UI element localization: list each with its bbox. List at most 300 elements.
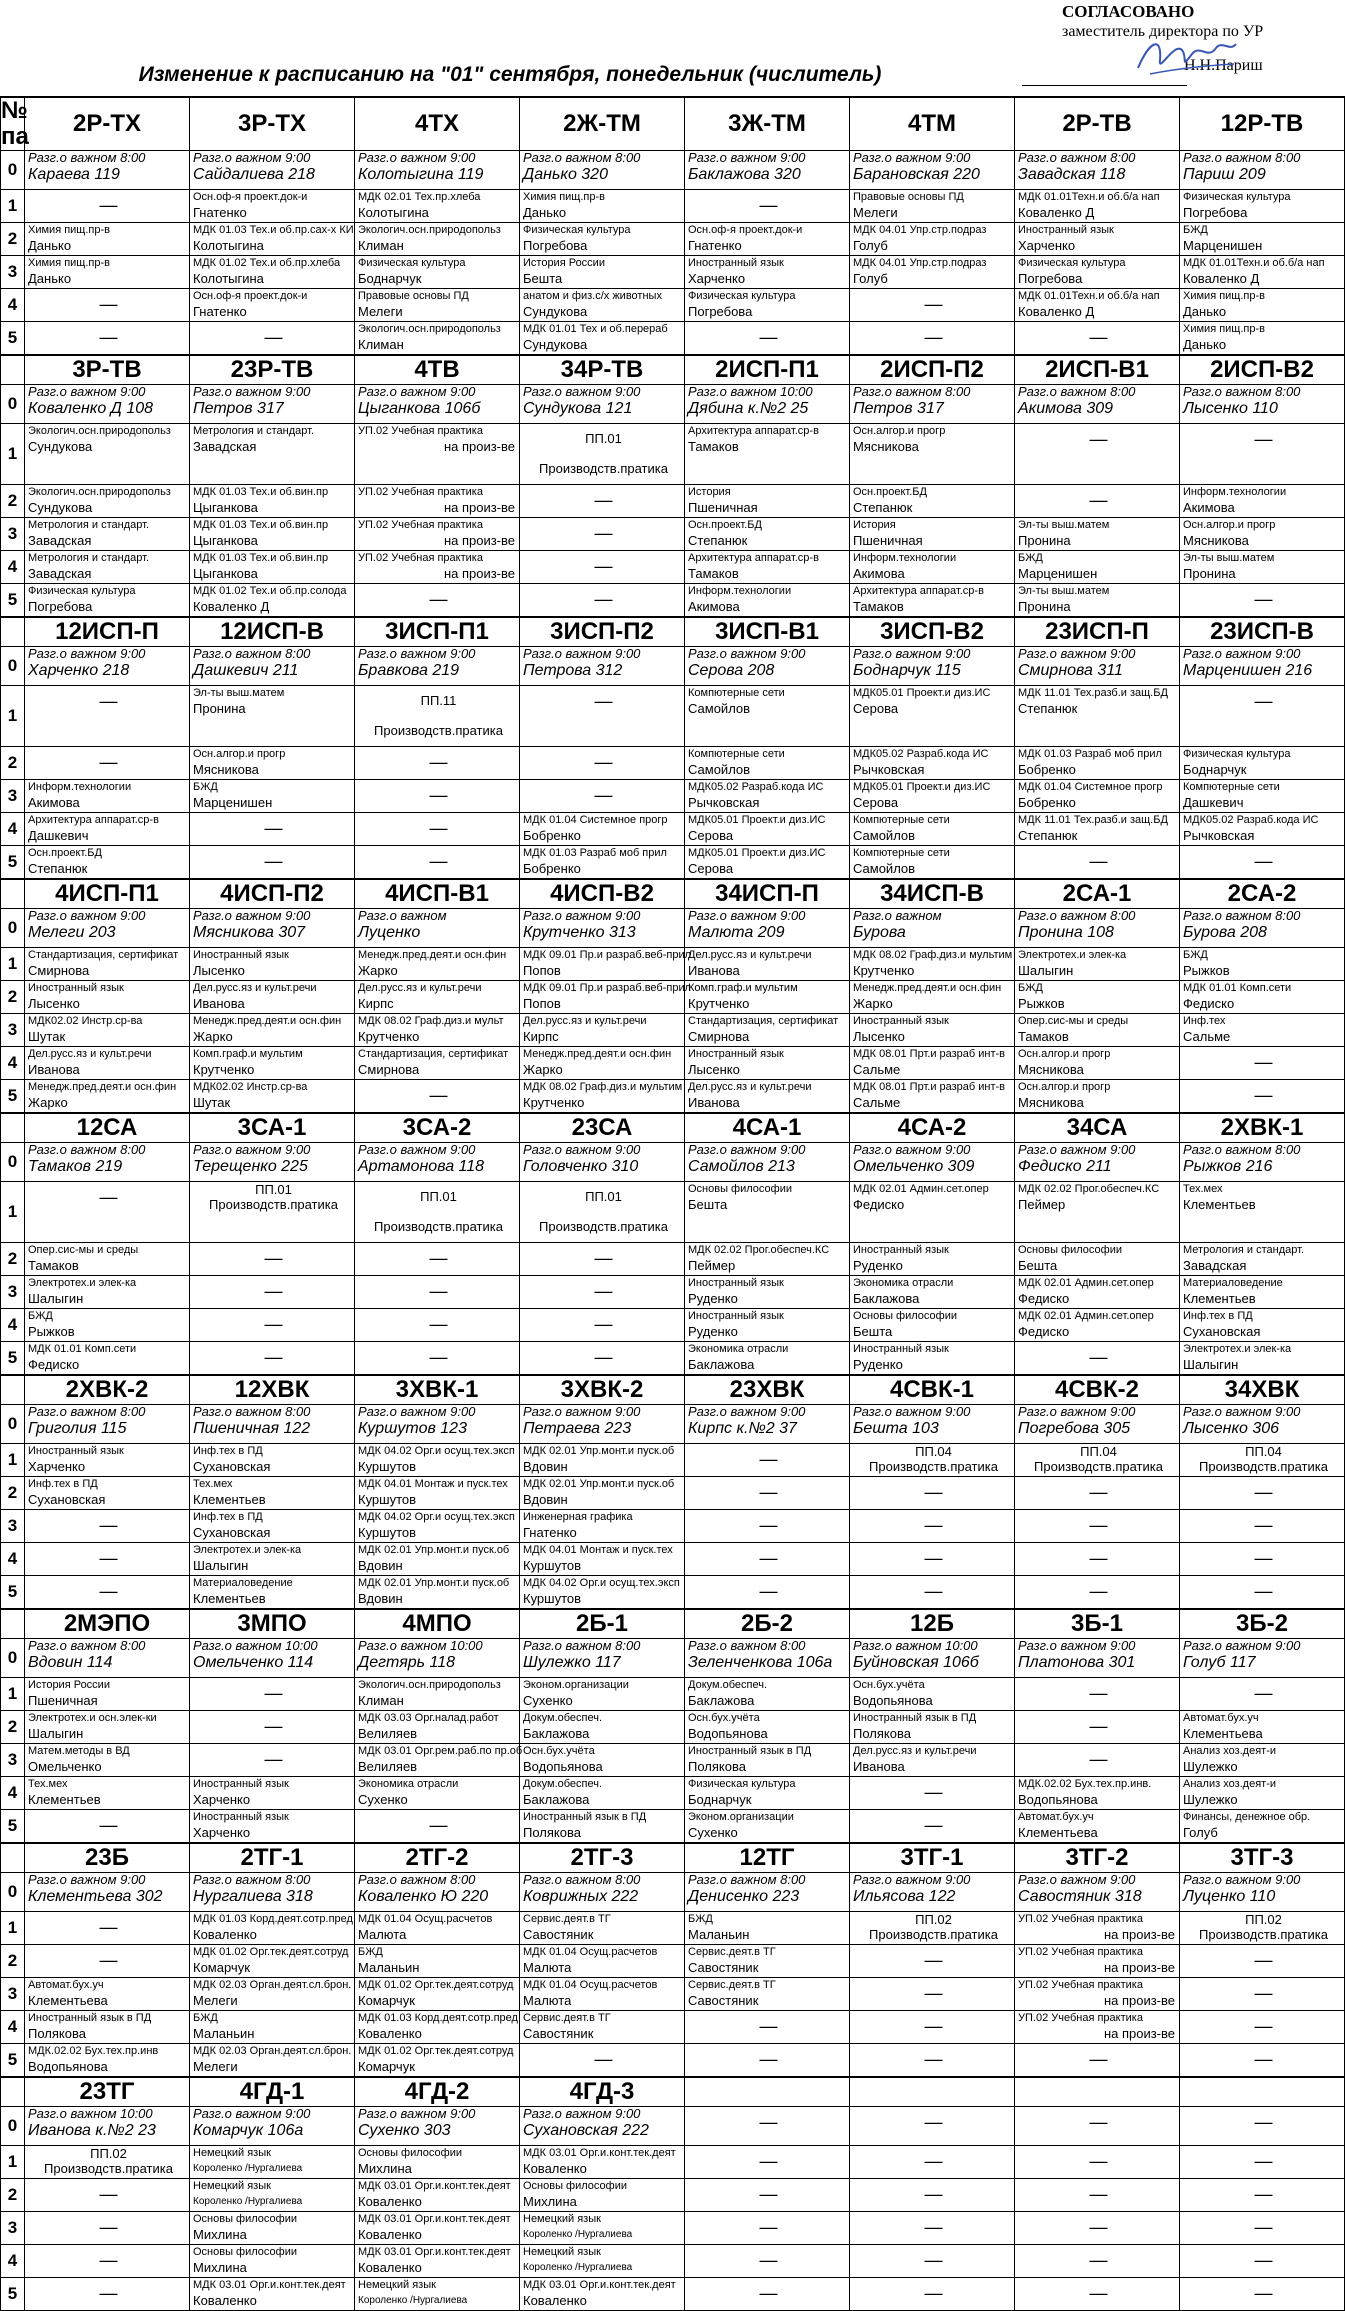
empty-mark: —: [594, 1248, 613, 1268]
lesson-number: 0: [1, 385, 25, 424]
empty-mark: —: [924, 1482, 943, 1502]
teacher-room: Бешта 103: [853, 1420, 939, 1437]
lesson-cell: [25, 2212, 190, 2245]
lesson-cell: [1015, 948, 1180, 981]
lesson-row: [1, 1444, 1345, 1477]
lesson-cell: [1180, 1678, 1345, 1711]
teacher-name: Степанюк: [1018, 701, 1078, 716]
subject-name: БЖД: [1018, 552, 1043, 564]
teacher-name: Куршутов: [523, 1558, 582, 1573]
lesson-cell: [1015, 1978, 1180, 2011]
approval-block: [1062, 2, 1342, 76]
teacher-name: Пшеничная: [688, 500, 758, 515]
lesson-cell: [685, 1477, 850, 1510]
subject-name: Электротех.и осн.элек-ки: [28, 1712, 157, 1724]
lesson-row: [1, 909, 1345, 948]
group-name: 12Б: [850, 1609, 1015, 1639]
empty-mark: —: [594, 490, 613, 510]
lesson-cell: [355, 1711, 520, 1744]
subject-name: Инф.тех в ПД: [193, 1511, 263, 1523]
teacher-name: Сухановская: [1183, 1324, 1261, 1339]
teacher-name: Водопьянова: [523, 1759, 603, 1774]
subject-name: Осн.алгор.и прогр: [193, 748, 286, 760]
teacher-name: Пеймер: [1018, 1197, 1066, 1212]
lesson-number: 3: [1, 518, 25, 551]
subject-name: Физическая культура: [688, 290, 796, 302]
teacher-name: Сухановская: [28, 1492, 106, 1507]
lesson-cell: [25, 1543, 190, 1576]
subject-name: УП.02 Учебная практика: [1018, 1913, 1143, 1925]
subject-name: Финансы, денежное обр.: [1183, 1811, 1311, 1823]
teacher-name: Пшеничная: [28, 1693, 98, 1708]
teacher-name: Бешта: [1018, 1258, 1058, 1273]
lesson-row: [1, 1047, 1345, 1080]
lesson-cell: [190, 1444, 355, 1477]
empty-mark: —: [1254, 2250, 1273, 2270]
lesson-cell: [1015, 2107, 1180, 2146]
empty-mark: —: [1254, 2049, 1273, 2069]
subject-name: Химия пищ.пр-в: [523, 191, 605, 203]
teacher-name: Вдовин: [358, 1591, 403, 1606]
empty-mark: —: [924, 1581, 943, 1601]
subject-name: МДК05.02 Разраб.кода ИС: [853, 748, 989, 760]
subject-name: Иностранный язык: [688, 1048, 784, 1060]
lesson-cell: [1180, 2011, 1345, 2044]
lesson-row: [1, 647, 1345, 686]
lesson-cell: [520, 1243, 685, 1276]
teacher-name: Федиско: [853, 1197, 905, 1212]
teacher-name: Пронина: [193, 701, 246, 716]
lesson-cell: [1180, 1576, 1345, 1610]
lesson-cell: [520, 1978, 685, 2011]
subject-name: Иностранный язык: [28, 982, 124, 994]
teacher-room: Кирпс к.№2 37: [688, 1420, 797, 1437]
teacher-room: Малюта 209: [688, 924, 785, 941]
teacher-name: Мясникова: [1018, 1062, 1084, 1077]
teacher-name: Погребова: [1183, 205, 1248, 220]
group-name: 2Р-ТВ: [1015, 97, 1180, 151]
teacher-name: Коваленко Д: [193, 599, 270, 614]
lesson-cell: [25, 1945, 190, 1978]
subject-name: Дел.русс.яз и культ.речи: [28, 1048, 152, 1060]
teacher-name: Голуб: [853, 271, 888, 286]
lesson-cell: [190, 2212, 355, 2245]
subject-name: Автомат.бух.уч: [1018, 1811, 1094, 1823]
lesson-cell: [1180, 1711, 1345, 1744]
teacher-room: Бравкова 219: [358, 662, 460, 679]
subject-name: МДК 02.01 Тех.пр.хлеба: [358, 191, 481, 203]
lesson-cell: [1015, 1405, 1180, 1444]
teacher-room: Пшеничная 122: [193, 1420, 311, 1437]
lesson-cell: [190, 1873, 355, 1912]
lesson-number: 1: [1, 1444, 25, 1477]
group-name: 4ИСП-П2: [190, 879, 355, 909]
lesson-cell: [850, 518, 1015, 551]
subject-name: Химия пищ.пр-в: [28, 257, 110, 269]
talk-time: Разг.о важном 9:00: [523, 1142, 641, 1157]
lesson-cell: [190, 289, 355, 322]
group-name: 3ИСП-В2: [850, 617, 1015, 647]
lesson-cell: [1180, 1639, 1345, 1678]
lesson-cell: [520, 2245, 685, 2278]
subject-name: Менедж.пред.деят.и осн.фин: [193, 1015, 342, 1027]
practice-label: Производств.пратика: [44, 2161, 173, 2176]
subject-name: Тех.мех: [1183, 1183, 1223, 1195]
group-name: 4ИСП-П1: [25, 879, 190, 909]
subject-name: Основы философии: [193, 2246, 297, 2258]
lesson-row: [1, 686, 1345, 747]
lesson-cell: [25, 385, 190, 424]
lesson-cell: [1015, 1143, 1180, 1182]
subject-name: Менедж.пред.деят.и осн.фин: [523, 1048, 672, 1060]
lesson-row: [1, 551, 1345, 584]
lesson-cell: [355, 485, 520, 518]
teacher-name: Сундукова: [523, 304, 588, 319]
group-name: 3Р-ТХ: [190, 97, 355, 151]
lesson-number: 2: [1, 485, 25, 518]
teacher-name: Бобренко: [523, 861, 581, 876]
lesson-cell: [25, 948, 190, 981]
lesson-cell: [1015, 2011, 1180, 2044]
practice-label: ПП.01 Производств.пратика: [539, 431, 668, 476]
lesson-cell: [850, 2212, 1015, 2245]
talk-time: Разг.о важном 8:00: [1183, 384, 1301, 399]
teacher-name: Пеймер: [688, 1258, 736, 1273]
lesson-cell: [685, 256, 850, 289]
teacher-name: Савостяник: [523, 1927, 594, 1942]
lesson-cell: [1015, 1477, 1180, 1510]
lesson-cell: [850, 2278, 1015, 2311]
empty-mark: —: [594, 785, 613, 805]
subject-name: Иностранный язык в ПД: [853, 1712, 977, 1724]
teacher-name: Короленко /Нургалиева: [523, 2229, 633, 2240]
talk-time: Разг.о важном 9:00: [523, 384, 641, 399]
group-name: 23ХВК: [685, 1375, 850, 1405]
subject-name: Опер.сис-мы и среды: [28, 1244, 139, 1256]
teacher-name: Акимова: [688, 599, 740, 614]
talk-time: Разг.о важном 10:00: [193, 1638, 318, 1653]
group-name: 12Р-ТВ: [1180, 97, 1345, 151]
lesson-cell: [25, 981, 190, 1014]
subject-name: Автомат.бух.уч: [1183, 1712, 1259, 1724]
subject-name: Физическая культура: [523, 224, 631, 236]
teacher-room: Рыжков 216: [1183, 1158, 1273, 1175]
teacher-name: Короленко /Нургалиева: [523, 2262, 633, 2273]
teacher-room: Федиско 211: [1018, 1158, 1112, 1175]
subject-name: Электротех.и элек-ка: [28, 1277, 137, 1289]
teacher-room: Мелеги 203: [28, 924, 116, 941]
subject-name: МДК 01.03 Тех.и об.пр.сах-х КИ: [193, 224, 354, 236]
lesson-row: [1, 424, 1345, 485]
lesson-cell: [190, 2011, 355, 2044]
teacher-room: Боднарчук 115: [853, 662, 961, 679]
lesson-cell: [685, 2179, 850, 2212]
practice-code: ПП.04: [915, 1444, 952, 1459]
lesson-cell: [190, 1744, 355, 1777]
lesson-cell: [520, 647, 685, 686]
lesson-cell: [190, 1576, 355, 1610]
lesson-cell: [685, 1576, 850, 1610]
lesson-cell: [1015, 485, 1180, 518]
teacher-name: Мелеги: [193, 1993, 238, 2008]
subject-name: Менедж.пред.деят.и осн.фин: [358, 949, 507, 961]
teacher-name: Марценишен: [1018, 566, 1098, 581]
subject-name: Информ.технологии: [853, 552, 957, 564]
subject-name: Дел.русс.яз и культ.речи: [523, 1015, 647, 1027]
lesson-cell: [1015, 2044, 1180, 2078]
teacher-name: Сальме: [853, 1062, 901, 1077]
teacher-name: Баклажова: [688, 1693, 755, 1708]
lesson-cell: [1180, 1978, 1345, 2011]
teacher-name: Михлина: [358, 2161, 412, 2176]
teacher-name: Колотыгина: [193, 271, 264, 286]
lesson-row: [1, 2179, 1345, 2212]
empty-mark: —: [1254, 2151, 1273, 2171]
teacher-name: Завадская: [28, 533, 92, 548]
lesson-cell: [1015, 1309, 1180, 1342]
teacher-name: Куршутов: [358, 1525, 417, 1540]
lesson-cell: [25, 2107, 190, 2146]
group-name: 12ТГ: [685, 1843, 850, 1873]
lesson-number: 5: [1, 1576, 25, 1610]
lesson-cell: [520, 551, 685, 584]
lesson-cell: [190, 1711, 355, 1744]
lesson-cell: [355, 223, 520, 256]
teacher-name: Иванова: [193, 996, 245, 1011]
empty-mark: —: [264, 818, 283, 838]
lesson-cell: [355, 2044, 520, 2078]
lesson-cell: [190, 1777, 355, 1810]
empty-mark: —: [1254, 2112, 1273, 2132]
subject-name: Компютерные сети: [688, 748, 785, 760]
lesson-cell: [520, 981, 692, 1014]
teacher-name: Коваленко Д: [1018, 304, 1095, 319]
lesson-row: [1, 813, 1345, 846]
lesson-cell: [190, 1639, 355, 1678]
lesson-cell: [1015, 2179, 1180, 2212]
teacher-name: Иванова: [28, 1062, 80, 1077]
lesson-number: 5: [1, 846, 25, 880]
teacher-name: Климан: [358, 238, 404, 253]
talk-time: Разг.о важном 9:00: [1183, 646, 1301, 661]
talk-time: Разг.о важном 8:00: [28, 150, 146, 165]
subject-name: МДК 02.01 Админ.сет.опер: [853, 1183, 989, 1195]
lesson-cell: [355, 1978, 520, 2011]
teacher-name: Водопьянова: [688, 1726, 768, 1741]
teacher-name: Клементьева: [1018, 1825, 1098, 1840]
lesson-cell: [850, 1576, 1015, 1610]
subject-name: МДК 02.01 Админ.сет.опер: [1018, 1277, 1154, 1289]
lesson-cell: [850, 1777, 1015, 1810]
teacher-room: Савостяник 318: [1018, 1888, 1142, 1905]
lesson-number: 3: [1, 780, 25, 813]
lesson-row: [1, 1182, 1345, 1243]
empty-mark: —: [1089, 429, 1108, 449]
lesson-cell: [850, 2011, 1015, 2044]
empty-mark: —: [1254, 1581, 1273, 1601]
subject-name: Экологич.осн.природопольз: [28, 486, 171, 498]
lesson-cell: [25, 1309, 190, 1342]
subject-name: МДК 03.01 Орг.и.конт.тек.деят: [193, 2279, 346, 2291]
lesson-cell: [850, 1873, 1015, 1912]
lesson-cell: [1180, 1080, 1345, 1114]
teacher-name: Михлина: [193, 2260, 247, 2275]
lesson-cell: [1180, 1477, 1345, 1510]
subject-name: МДК 01.02 Тех.и об.пр.солода: [193, 585, 347, 597]
teacher-name: Водопьянова: [853, 1693, 933, 1708]
subject-name: Комп.граф.и мультим: [688, 982, 798, 994]
subject-name: Инженерная графика: [523, 1511, 633, 1523]
lesson-cell: [520, 1047, 685, 1080]
lesson-cell: [520, 256, 685, 289]
group-header-row: [1, 97, 1345, 151]
teacher-room: Акимова 309: [1018, 400, 1114, 417]
schedule-table: [0, 96, 1345, 2311]
lesson-cell: [685, 385, 850, 424]
lesson-cell: [520, 747, 685, 780]
group-name: 3ИСП-В1: [685, 617, 850, 647]
lesson-cell: [25, 2245, 190, 2278]
subject-name: МДК 01.02 Орг.тек.деят.сотруд: [193, 1946, 349, 1958]
subject-name: МДК05.01 Проект.и диз.ИС: [688, 814, 826, 826]
lesson-cell: [1015, 256, 1180, 289]
lesson-cell: [1015, 1444, 1180, 1477]
teacher-name: Коваленко: [523, 2161, 587, 2176]
subject-name: Физическая культура: [1183, 748, 1291, 760]
subject-name: Анализ хоз.деят-и: [1183, 1778, 1277, 1790]
teacher-name: Баклажова: [523, 1726, 590, 1741]
talk-time: Разг.о важном 10:00: [853, 1638, 978, 1653]
lesson-cell: [1015, 1543, 1180, 1576]
empty-mark: —: [1254, 589, 1273, 609]
subject-name: Дел.русс.яз и культ.речи: [193, 982, 317, 994]
corner-cell: [1, 1843, 25, 1873]
talk-time: Разг.о важном 8:00: [1183, 150, 1301, 165]
lesson-number: 4: [1, 551, 25, 584]
lesson-cell: [355, 780, 520, 813]
lesson-cell: [190, 424, 355, 485]
lesson-cell: [850, 1444, 1015, 1477]
teacher-name: Харченко: [193, 1825, 251, 1840]
teacher-name: Клементьева: [28, 1993, 108, 2008]
lesson-cell: [1015, 322, 1180, 356]
empty-mark: —: [759, 1482, 778, 1502]
teacher-room: Терещенко 225: [193, 1158, 308, 1175]
corner-cell: [1, 1375, 25, 1405]
lesson-cell: [190, 2146, 355, 2179]
lesson-cell: [850, 2179, 1015, 2212]
group-name: 3СА-2: [355, 1113, 520, 1143]
teacher-name: Коваленко Д: [1018, 205, 1095, 220]
subject-name: Инф.тех в ПД: [28, 1478, 98, 1490]
lesson-cell: [1180, 1510, 1345, 1543]
empty-mark: —: [99, 1581, 118, 1601]
teacher-name: Погребова: [28, 599, 93, 614]
talk-time: Разг.о важном 9:00: [193, 150, 311, 165]
empty-mark: —: [99, 327, 118, 347]
lesson-row: [1, 385, 1345, 424]
lesson-cell: [685, 424, 850, 485]
teacher-name: Крутченко: [688, 996, 750, 1011]
subject-name: МДК 01.03 Тех.и об.вин.пр: [193, 519, 329, 531]
lesson-cell: [190, 647, 355, 686]
lesson-cell: [850, 151, 1015, 190]
lesson-number: 2: [1, 223, 25, 256]
subject-name: МДК 01.01 Тех и об.перераб: [523, 323, 668, 335]
group-name: 2ТГ-1: [190, 1843, 355, 1873]
lesson-cell: [1180, 1342, 1345, 1376]
lesson-cell: [850, 1243, 1015, 1276]
lesson-cell: [1180, 813, 1345, 846]
talk-time: Разг.о важном 9:00: [28, 908, 146, 923]
lesson-cell: [355, 909, 520, 948]
lesson-number: 0: [1, 1143, 25, 1182]
lesson-cell: [25, 584, 190, 618]
empty-mark: —: [759, 1581, 778, 1601]
practice-label: ПП.11 Производств.пратика: [374, 693, 503, 738]
group-name: 4ТВ: [355, 355, 520, 385]
teacher-name: Вдовин: [523, 1459, 568, 1474]
talk-time: Разг.о важном 10:00: [358, 1638, 483, 1653]
talk-time: Разг.о важном 9:00: [358, 646, 476, 661]
teacher-room: Данько 320: [523, 166, 608, 183]
teacher-name: Пронина: [1183, 566, 1236, 581]
practice-label: ПП.01 Производств.пратика: [374, 1189, 503, 1234]
subject-name: Информ.технологии: [28, 781, 132, 793]
lesson-cell: [520, 424, 685, 485]
teacher-name: Баклажова: [688, 1357, 755, 1372]
empty-mark: —: [264, 1248, 283, 1268]
subject-name: БЖД: [1183, 949, 1208, 961]
subject-name: МДК 02.03 Орган.деят.сл.брон.: [193, 1979, 352, 1991]
lesson-cell: [355, 1143, 520, 1182]
teacher-room: Ильясова 122: [853, 1888, 956, 1905]
group-header-row: [1, 1113, 1345, 1143]
practice-code: ПП.04: [1080, 1444, 1117, 1459]
teacher-name: Рыжков: [28, 1324, 75, 1339]
teacher-name: Руденко: [853, 1357, 903, 1372]
lesson-cell: [355, 1945, 520, 1978]
teacher-name: Пронина: [1018, 599, 1071, 614]
empty-mark: —: [264, 1749, 283, 1769]
lesson-cell: [355, 518, 520, 551]
empty-mark: —: [99, 1815, 118, 1835]
teacher-name: Кирпс: [523, 1029, 559, 1044]
teacher-room: Петраева 223: [523, 1420, 632, 1437]
teacher-name: Малюта: [523, 1960, 572, 1975]
lesson-cell: [355, 2146, 520, 2179]
teacher-name: на произ-ве: [1103, 1993, 1175, 2008]
lesson-cell: [685, 1080, 850, 1114]
teacher-name: Бешта: [688, 1197, 728, 1212]
teacher-name: Мясникова: [1183, 533, 1249, 548]
lesson-number: 0: [1, 1873, 25, 1912]
lesson-cell: [355, 2011, 520, 2044]
lesson-row: [1, 981, 1345, 1014]
group-name: 2Ж-ТМ: [520, 97, 685, 151]
lesson-cell: [1180, 1243, 1345, 1276]
lesson-cell: [850, 981, 1015, 1014]
approval-name: Н.Н.Париш: [1184, 57, 1263, 74]
lesson-cell: [190, 1810, 355, 1844]
lesson-cell: [25, 2146, 190, 2179]
lesson-cell: [25, 1978, 190, 2011]
empty-mark: —: [1254, 2283, 1273, 2303]
empty-mark: —: [1254, 429, 1273, 449]
subject-name: МДК 03.03 Орг.налад.работ: [358, 1712, 499, 1724]
teacher-room: Коваленко Ю 220: [358, 1888, 489, 1905]
group-name: 2ИСП-В1: [1015, 355, 1180, 385]
